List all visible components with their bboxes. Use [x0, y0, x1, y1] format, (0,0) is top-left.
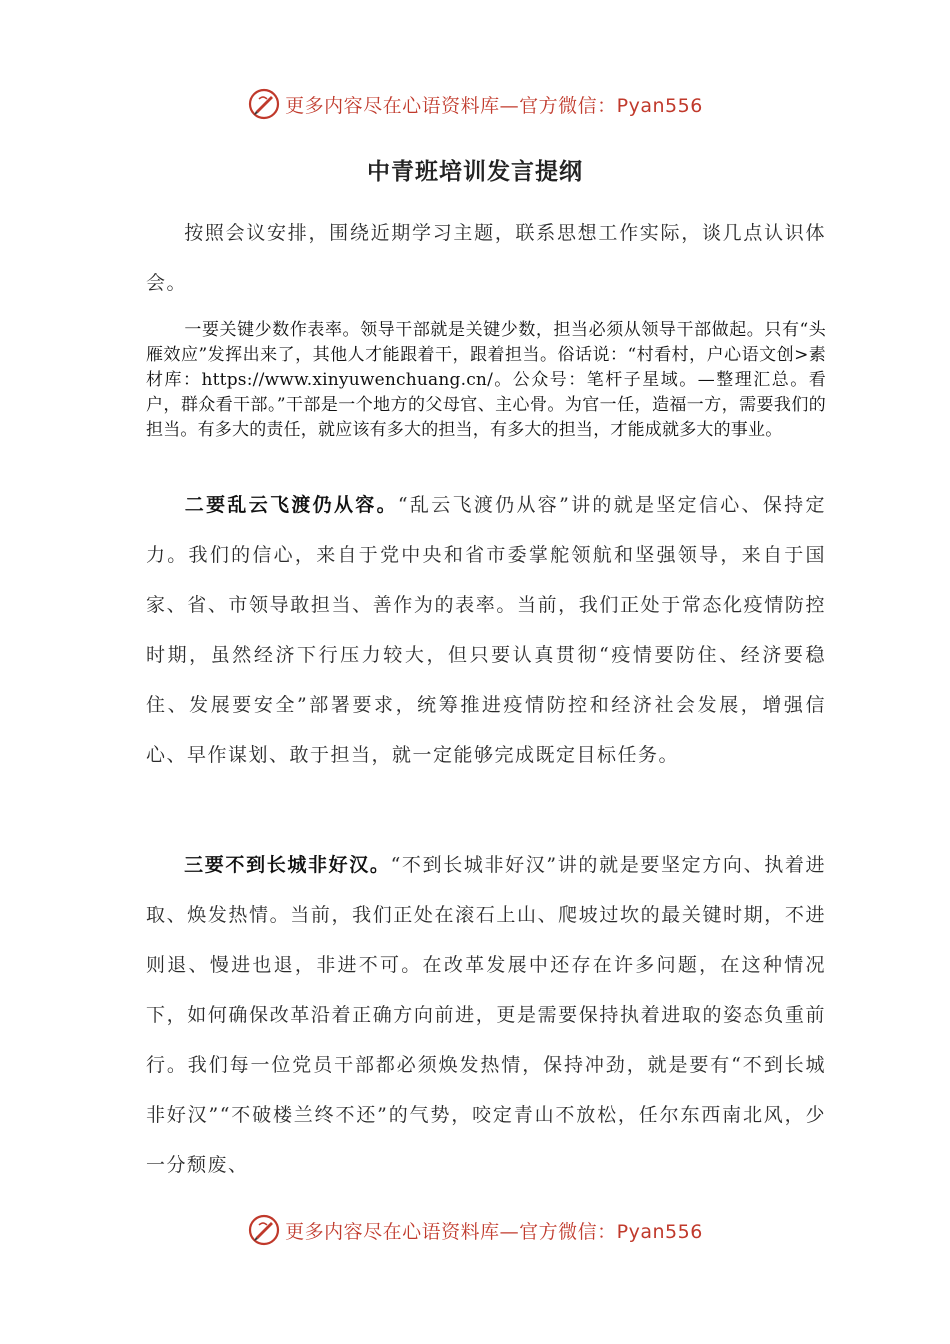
pen-logo-icon [247, 87, 281, 121]
point-three-paragraph: 三要不到长城非好汉。“不到长城非好汉”讲的就是要坚定方向、执着进取、焕发热情。当前，我们正处在滚石上山、爬坡过坎的最关键时期，不进则退、慢进也退，非进不可。在改革发展中还存在许多问题，在这种情况下，如何确保改革沿着正确方向前进，更是需要保持执着进取的姿态负重前行。我们每一位党员干部都必须焕发热情，保持冲劲，就是要有“不到长城非好汉”“不破楼兰终不还”的气势，咬定青山不放松，任尔东西南北风，少一分颓废、 [146, 854, 826, 1176]
banner-text: 更多内容尽在心语资料库—官方微信：Pyan556 [285, 1220, 703, 1243]
wechat-id: Pyan556 [616, 1220, 703, 1243]
point-three-heading: 三要不到长城非好汉。 [184, 854, 391, 876]
point-one-paragraph: 一要关键少数作表率。领导干部就是关键少数，担当必须从领导干部做起。只有“头雁效应”发挥出来了，其他人才能跟着干，跟着担当。俗话说：“村看村，户心语文创>素材库：https://www.xinyuwenchuang.cn/。公众号：笔杆子星域。—整理汇总。看户，群众看干部。”干部是一个地方的父母官、主心骨。为官一任，造福一方，需要我们的担当。有多大的责任，就应该有多大的担当，有多大的担当，才能成就多大的事业。 [146, 320, 826, 440]
wechat-id: Pyan556 [616, 94, 703, 117]
footer-banner [0, 1210, 950, 1250]
point-two-heading: 二要乱云飞渡仍从容。 [184, 494, 398, 516]
banner-text: 更多内容尽在心语资料库—官方微信：Pyan556 [285, 94, 703, 117]
point-two-paragraph: 二要乱云飞渡仍从容。“乱云飞渡仍从容”讲的就是坚定信心、保持定力。我们的信心，来自于党中央和省市委掌舵领航和坚强领导，来自于国家、省、市领导敢担当、善作为的表率。当前，我们正处于常态化疫情防控时期，虽然经济下行压力较大，但只要认真贯彻“疫情要防住、经济要稳住、发展要安全”部署要求，统筹推进疫情防控和经济社会发展，增强信心、早作谋划、敢于担当，就一定能够完成既定目标任务。 [146, 494, 826, 766]
pen-logo-icon [247, 1213, 281, 1247]
document-title: 中青班培训发言提纲 [367, 159, 583, 185]
intro-paragraph: 按照会议安排，围绕近期学习主题，联系思想工作实际，谈几点认识体会。 [146, 222, 826, 294]
header-banner [0, 84, 950, 124]
